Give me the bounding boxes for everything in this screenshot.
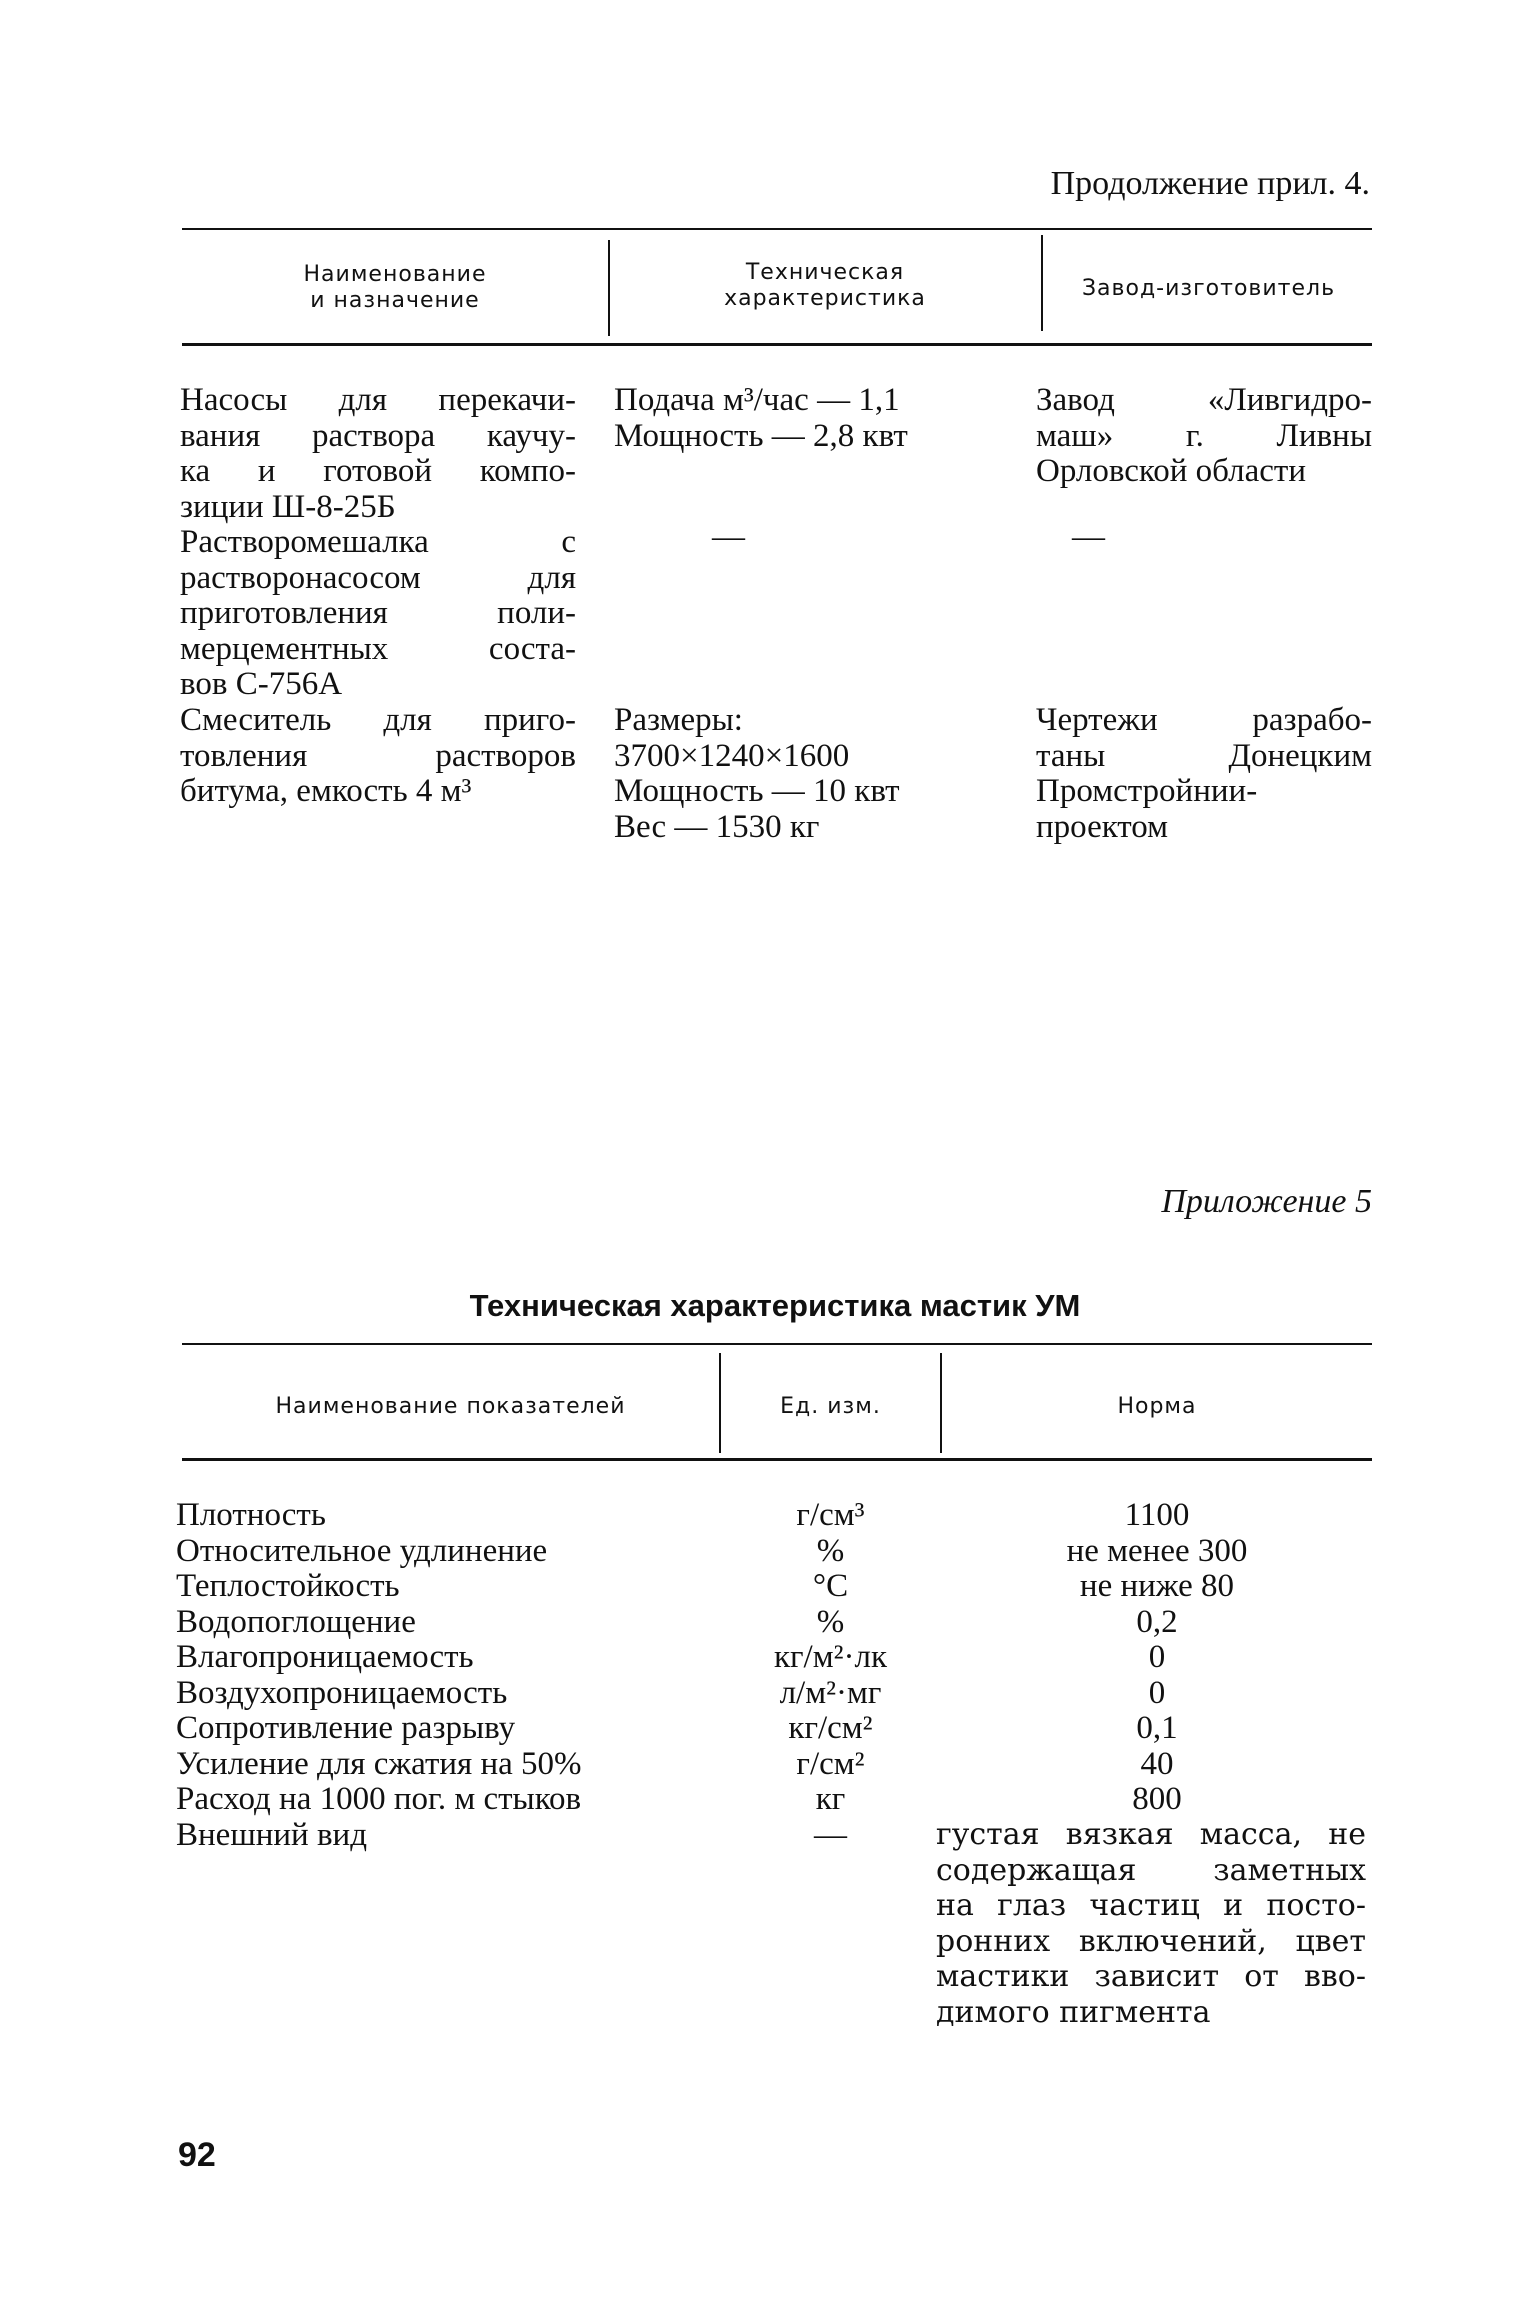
table-row-unit: — xyxy=(814,1816,847,1853)
text-line: Мощность — 10 квт xyxy=(614,773,900,809)
table-row-name: Водопоглощение xyxy=(176,1603,416,1640)
table2-header-norm xyxy=(942,1394,1372,1420)
table-row-name: Внешний вид xyxy=(176,1816,367,1853)
text-line: Промстройнии- xyxy=(1036,773,1258,809)
text-line: зиции Ш-8-25Б xyxy=(180,488,396,525)
header-line: и назначение xyxy=(310,288,480,313)
text-line: Размеры: xyxy=(614,702,743,738)
text-line: товления растворов xyxy=(180,737,576,774)
table-row-norm: 1100 xyxy=(1124,1497,1190,1533)
text-line: густая вязкая масса, не xyxy=(936,1817,1366,1852)
table-row-name: Теплостойкость xyxy=(176,1568,400,1604)
table1-row1-name xyxy=(180,383,576,525)
text-line: 3700×1240×1600 xyxy=(614,737,850,774)
table1-row3-spec xyxy=(614,703,1014,845)
appendix-label: Приложение 5 xyxy=(1161,1183,1372,1220)
text-line: Завод «Ливгидро- xyxy=(1036,382,1372,418)
table2-norms-column xyxy=(942,1498,1372,1818)
table1-row2-spec xyxy=(712,520,772,556)
table1-row3-maker xyxy=(1036,703,1372,845)
table1-row2-name xyxy=(180,525,576,703)
table1-top-rule xyxy=(182,228,1372,230)
header-line: Завод-изготовитель xyxy=(1081,276,1336,301)
table1-row1-spec xyxy=(614,383,1014,454)
text-line: димого пигмента xyxy=(936,1994,1211,2030)
table2-header-rule xyxy=(182,1458,1372,1461)
table-row-norm: 0,1 xyxy=(1136,1710,1178,1746)
table2-top-rule xyxy=(182,1343,1372,1345)
text-line: ронних включений, цвет xyxy=(936,1923,1366,1959)
table-row-unit: г/см² xyxy=(796,1745,865,1782)
text-line: растворонасосом для xyxy=(180,559,576,596)
table-row-name: Плотность xyxy=(176,1497,326,1533)
text-line: Насосы для перекачи- xyxy=(180,382,576,418)
text-line: содержащая заметных xyxy=(936,1852,1366,1888)
appearance-note xyxy=(936,1817,1366,2030)
table2-names-column xyxy=(176,1498,716,1853)
table-row-norm: 800 xyxy=(1132,1781,1182,1817)
text-line: Чертежи разрабо- xyxy=(1036,702,1372,738)
table-row-norm: 0 xyxy=(1148,1674,1166,1711)
table1-header-name xyxy=(182,262,608,314)
text-line: вания раствора каучу- xyxy=(180,417,576,454)
table-row-norm: не менее 300 xyxy=(1066,1532,1248,1569)
table-row-unit: кг/м²·лк xyxy=(773,1639,887,1675)
table1-col-divider-2 xyxy=(1041,235,1043,331)
text-line: проектом xyxy=(1036,808,1169,845)
table-row-name: Влагопроницаемость xyxy=(176,1639,474,1675)
table1-row3-name xyxy=(180,703,576,810)
table-row-unit: % xyxy=(816,1603,845,1640)
text-line: Подача м³/час — 1,1 xyxy=(614,382,900,418)
text-line: мастики зависит от вво- xyxy=(936,1959,1366,1994)
table1-header-rule xyxy=(182,343,1372,346)
text-line: таны Донецким xyxy=(1036,737,1372,774)
text-line: битума, емкость 4 м³ xyxy=(180,773,472,809)
text-line: Орловской области xyxy=(1036,453,1306,489)
table1-row2-maker xyxy=(1072,520,1132,556)
dash: — xyxy=(1072,519,1105,555)
table-row-unit: л/м²·мг xyxy=(779,1674,882,1711)
table-row-name: Усиление для сжатия на 50% xyxy=(176,1745,582,1782)
table1-header-spec xyxy=(610,260,1040,312)
table-row-norm: 40 xyxy=(1140,1745,1174,1782)
table2-units-column xyxy=(721,1498,940,1853)
text-line: Вес — 1530 кг xyxy=(614,808,820,845)
header-line: Норма xyxy=(1117,1394,1197,1419)
header-line: Ед. изм. xyxy=(780,1394,881,1419)
text-line: Растворомешалка с xyxy=(180,524,576,560)
dash: — xyxy=(712,519,745,555)
text-line: Смеситель для приго- xyxy=(180,702,576,738)
table-row-norm: 0,2 xyxy=(1136,1603,1178,1640)
table2-header-unit xyxy=(721,1394,940,1420)
text-line: приготовления поли- xyxy=(180,595,576,631)
table1-row1-maker xyxy=(1036,383,1372,490)
table-row-norm: не ниже 80 xyxy=(1079,1568,1235,1604)
continuation-title: Продолжение прил. 4. xyxy=(1050,165,1370,202)
table-row-norm: 0 xyxy=(1148,1639,1166,1675)
table-row-name: Воздухопроницаемость xyxy=(176,1674,508,1711)
table1-header-maker xyxy=(1045,276,1372,302)
table2-title: Техническая характеристика мастик УМ xyxy=(469,1288,1081,1323)
text-line: вов С-756А xyxy=(180,666,343,702)
text-line: мерцементных соста- xyxy=(180,630,576,667)
table2-header-name xyxy=(182,1394,719,1420)
table-row-name: Расход на 1000 пог. м стыков xyxy=(176,1781,582,1817)
header-line: Наименование xyxy=(303,262,487,287)
header-line: характеристика xyxy=(724,286,926,311)
table-row-unit: кг/см² xyxy=(788,1710,873,1746)
page-number: 92 xyxy=(178,2136,216,2174)
text-line: ка и готовой компо- xyxy=(180,453,576,489)
header-line: Наименование показателей xyxy=(275,1394,626,1419)
table-row-unit: кг xyxy=(815,1781,846,1817)
table-row-name: Сопротивление разрыву xyxy=(176,1710,516,1746)
table-row-unit: % xyxy=(816,1532,845,1569)
table-row-name: Относительное удлинение xyxy=(176,1532,548,1569)
table-row-unit: г/см³ xyxy=(796,1497,865,1533)
text-line: маш» г. Ливны xyxy=(1036,417,1372,454)
header-line: Техническая xyxy=(745,260,905,285)
text-line: на глаз частиц и посто- xyxy=(936,1888,1366,1923)
text-line: Мощность — 2,8 квт xyxy=(614,417,908,454)
table-row-unit: °С xyxy=(812,1568,849,1604)
